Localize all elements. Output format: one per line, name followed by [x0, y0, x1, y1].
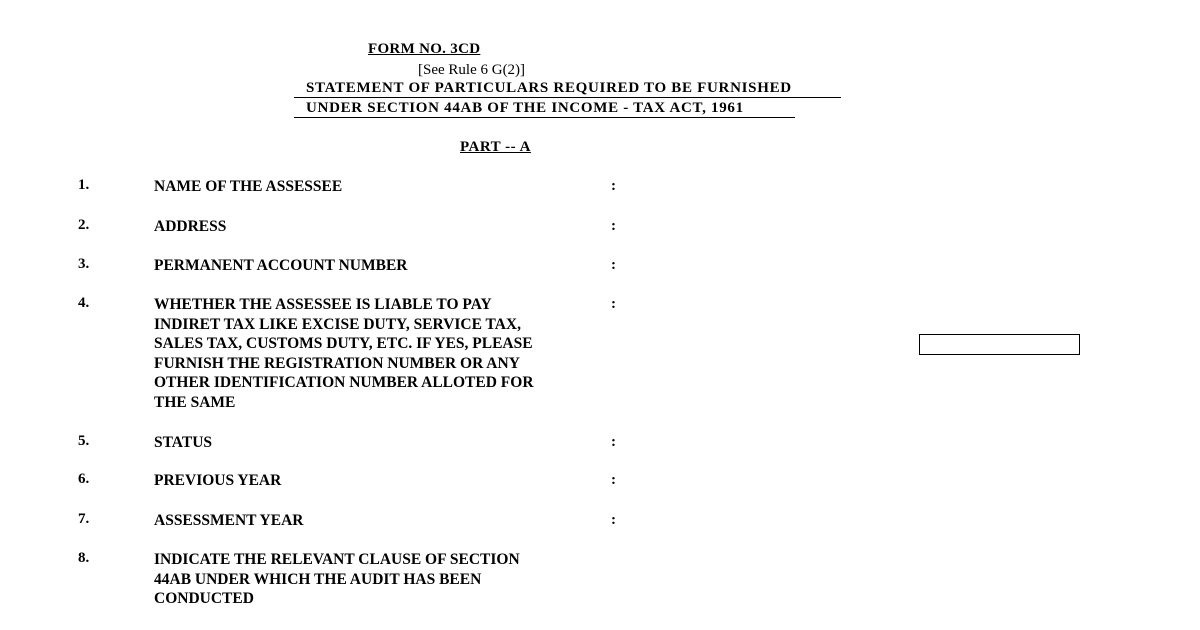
item-label-audit-clause-line: CONDUCTED: [154, 590, 254, 608]
item-colon: :: [611, 296, 616, 312]
item-label-audit-clause-line: 44AB UNDER WHICH THE AUDIT HAS BEEN: [154, 570, 482, 588]
item-number: 6.: [78, 471, 90, 487]
item-colon: :: [611, 257, 616, 273]
item-label-indirect-tax-line: WHETHER THE ASSESSEE IS LIABLE TO PAY: [154, 296, 492, 313]
item-colon: :: [611, 472, 616, 488]
item-label-indirect-tax-line: INDIRET TAX LIKE EXCISE DUTY, SERVICE TAX,: [154, 315, 521, 333]
item-colon: :: [611, 434, 616, 450]
item-number: 2.: [78, 217, 90, 233]
item-label-indirect-tax-line: THE SAME: [154, 394, 236, 411]
item-colon: :: [611, 178, 616, 194]
item-colon: :: [611, 512, 616, 528]
item-label-address: ADDRESS: [154, 218, 227, 235]
item-label-previous-year: PREVIOUS YEAR: [154, 472, 282, 489]
item-number: 3.: [78, 256, 90, 272]
part-heading: PART -- A: [460, 139, 531, 155]
item-label-audit-clause-line: INDICATE THE RELEVANT CLAUSE OF SECTION: [154, 551, 520, 568]
item-label-status: STATUS: [154, 434, 213, 451]
item-label-indirect-tax-line: FURNISH THE REGISTRATION NUMBER OR ANY: [154, 354, 520, 372]
item-label-indirect-tax-line: OTHER IDENTIFICATION NUMBER ALLOTED FOR: [154, 374, 534, 392]
item-number: 7.: [78, 511, 90, 527]
item-number: 8.: [78, 550, 90, 566]
statement-title-line-1: STATEMENT OF PARTICULARS REQUIRED TO BE FURNISHED: [294, 79, 841, 98]
item-number: 4.: [78, 295, 90, 311]
item-colon: :: [611, 218, 616, 234]
item-label-pan: PERMANENT ACCOUNT NUMBER: [154, 257, 408, 274]
statement-title-line-2: UNDER SECTION 44AB OF THE INCOME - TAX ACT, 1961: [294, 99, 795, 118]
form-number: FORM NO. 3CD: [368, 41, 481, 57]
item-number: 5.: [78, 433, 90, 449]
item-label-indirect-tax-line: SALES TAX, CUSTOMS DUTY, ETC. IF YES, PLEASE: [154, 335, 533, 353]
item-label-name-of-assessee: NAME OF THE ASSESSEE: [154, 178, 343, 195]
item-label-assessment-year: ASSESSMENT YEAR: [154, 512, 304, 529]
registration-number-box[interactable]: [919, 334, 1080, 355]
item-number: 1.: [78, 177, 90, 193]
rule-reference: [See Rule 6 G(2)]: [418, 62, 526, 78]
